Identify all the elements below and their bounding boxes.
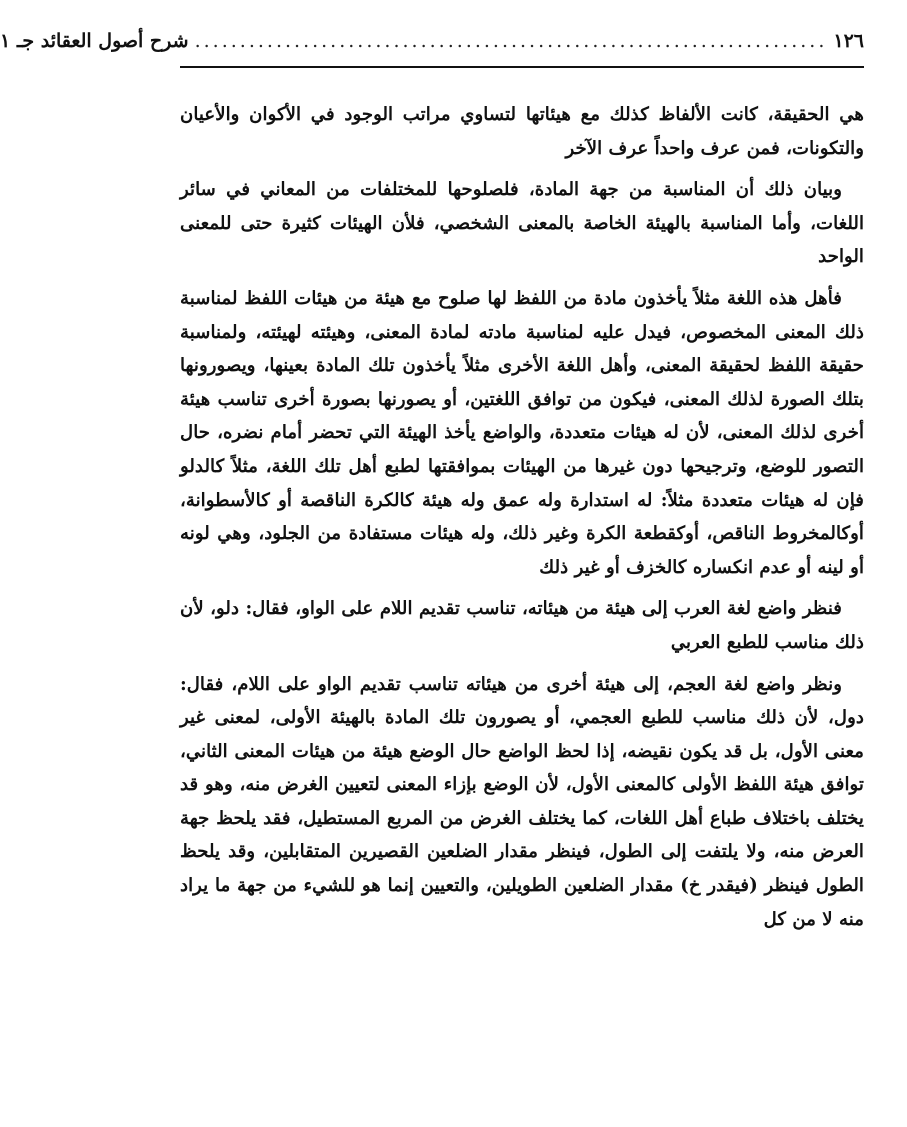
book-page	[0, 30, 864, 1110]
paragraph-2: وبيان ذلك أن المناسبة من جهة المادة، فلصلوحها للمختلفات من المعاني في سائر اللغات، وأما المناسبة بالهيئة الخاصة بالمعنى الشخصي، فلأن الهيئات كثيرة حتى للمعنى الواحد	[180, 179, 864, 268]
page-body	[180, 98, 864, 936]
header-leader-dots: ......................................................................	[194, 30, 828, 52]
paragraph-4: فنظر واضع لغة العرب إلى هيئة من هيئاته، تناسب تقديم اللام على الواو، فقال: دلو، لأن ذلك مناسب للطبع العربي	[180, 598, 864, 653]
header-rule	[180, 66, 864, 68]
page-header	[0, 30, 864, 64]
paragraph-3: فأهل هذه اللغة مثلاً يأخذون مادة من اللفظ لها صلوح مع هيئة من هيئات اللفظ لمناسبة ذلك المعنى المخصوص، فيدل عليه لمناسبة مادته لمادة المعنى، وهيئته لهيئته، ولمناسبة حقيقة اللفظ لحقيقة المعنى، وأهل اللغة الأخرى مثلاً يأخذون تلك المادة بعينها، ويصورونها بتلك الصورة لذلك المعنى، فيكون من توافق اللغتين، أو يصورنها بصورة أخرى تناسب هيئة أخرى لذلك المعنى، لأن له هيئات متعددة، والواضع يأخذ الهيئة التي تحضر أمام نضره، حال التصور للوضع، وترجيحها دون غيرها من الهيئات بموافقتها لطبع أهل تلك اللغة، مثلاً كالدلو فإن له هيئات متعددة مثلاً: له استدارة وله عمق وله هيئة كالكرة الناقصة أو كالأسطوانة، أوكالمخروط الناقص، أوكقطعة الكرة وغير ذلك، وله هيئات مستفادة من الجلود، وهي لونه أو لينه أو عدم انكساره كالخزف أو غير ذلك	[180, 287, 864, 578]
page-number: ١٢٦	[833, 30, 864, 52]
paragraph-5: ونظر واضع لغة العجم، إلى هيئة أخرى من هيئاته تناسب تقديم الواو على اللام، فقال: دول، لأن ذلك مناسب للطبع العجمي، أو يصورون تلك المادة بالهيئة الأولى، لمعنى غير معنى الأول، بل قد يكون نقيضه، إذا لحظ الواضع حال الوضع هيئة من هيئات المعنى الثاني، توافق هيئة اللفظ الأولى كالمعنى الأول، لأن الوضع بإزاء المعنى لتعيين الغرض منه، وهو قد يختلف باختلاف طباع أهل اللغات، كما يختلف الغرض من المربع المستطيل، فقد يلحظ جهة العرض منه، ولا يلتفت إلى الطول، فينظر مقدار الضلعين القصيرين المتقابلين، وقد يلحظ الطول فينظر (فيقدر خ) مقدار الضلعين الطويلين، والتعيين إنما هو للشيء من جهة ما يراد منه لا من كل	[180, 673, 864, 930]
running-title: شرح أصول العقائد جـ ١	[0, 30, 189, 52]
paragraph-1: هي الحقيقة، كانت الألفاظ كذلك مع هيئاتها لتساوي مراتب الوجود في الأكوان والأعيان والتكونات، فمن عرف واحداً عرف الآخر	[180, 104, 864, 159]
